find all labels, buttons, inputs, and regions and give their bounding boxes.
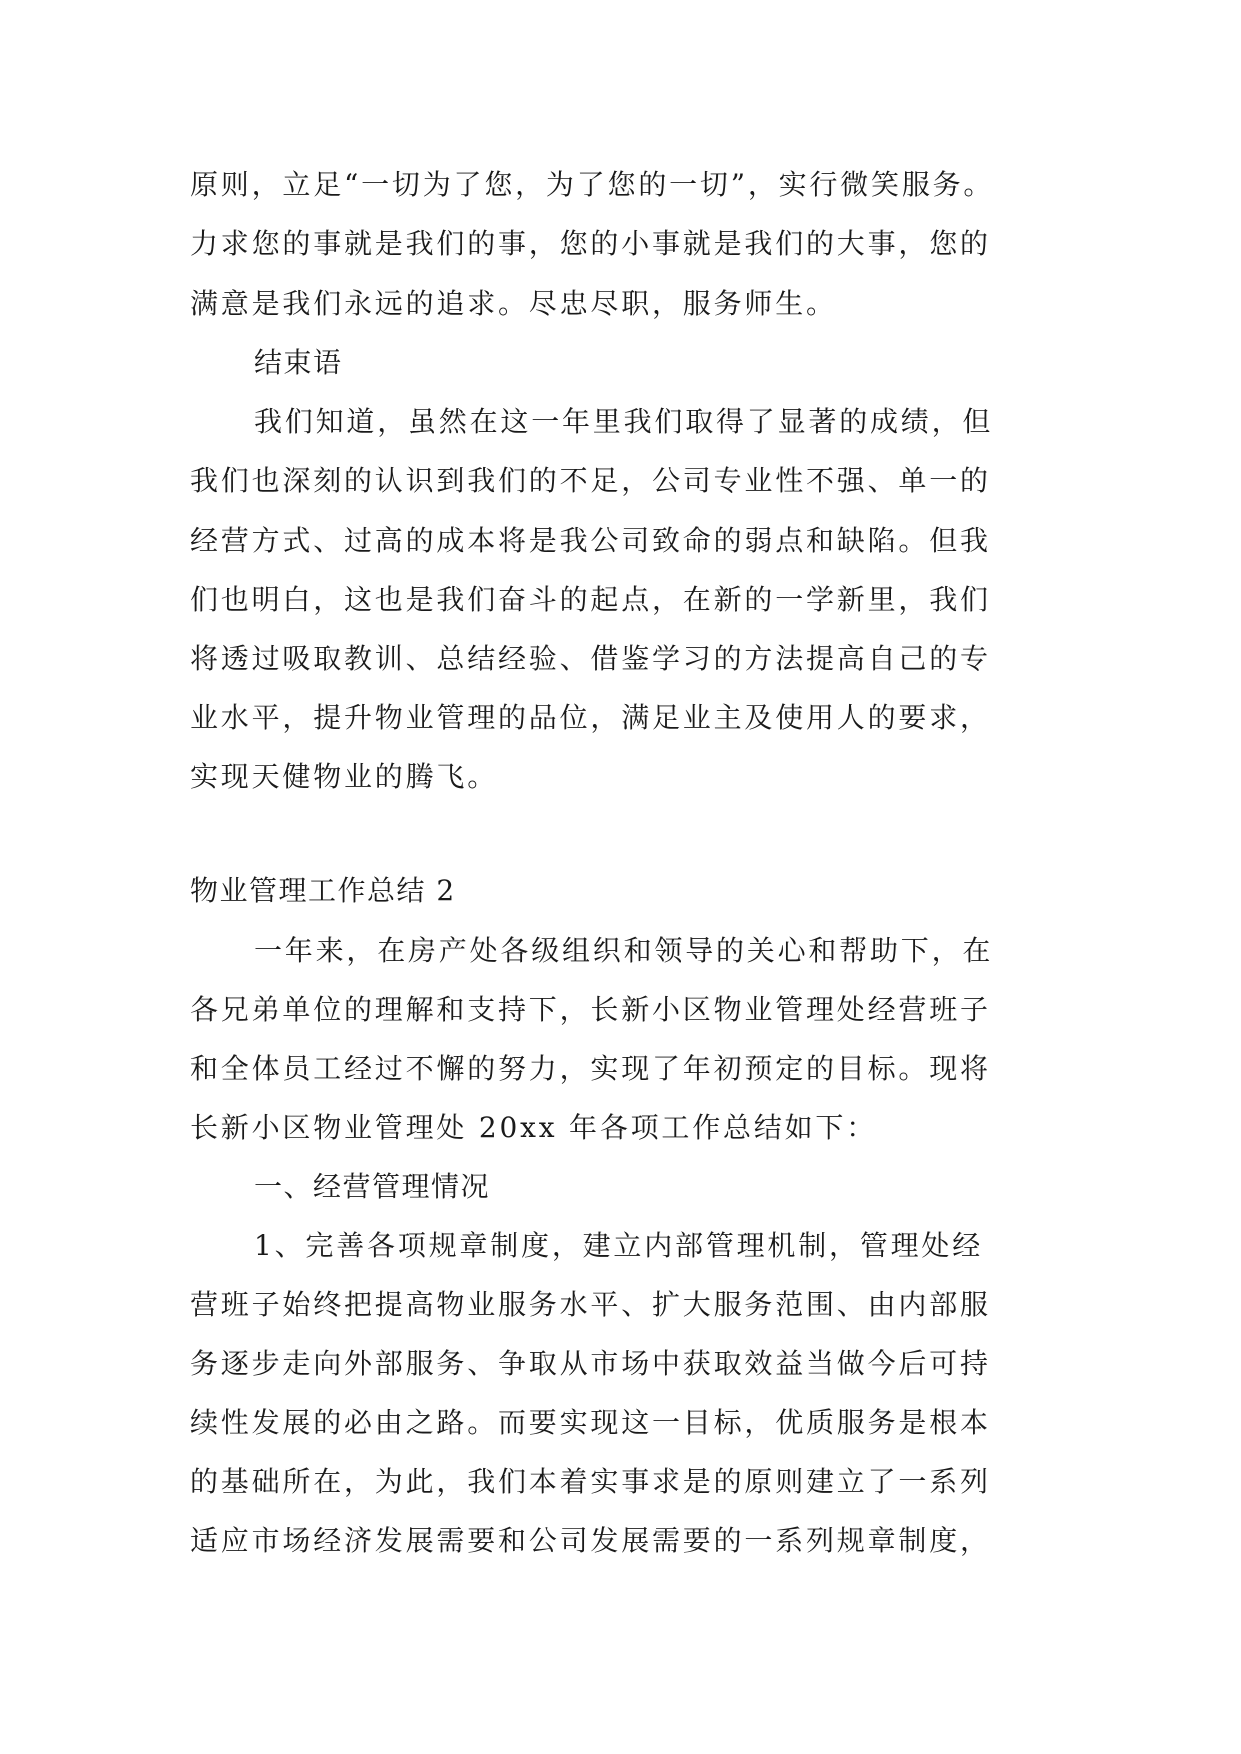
paragraph-line: 力求您的事就是我们的事，您的小事就是我们的大事，您的 bbox=[190, 227, 991, 260]
paragraph-line: 的基础所在，为此，我们本着实事求是的原则建立了一系列 bbox=[190, 1465, 991, 1498]
paragraph-line: 务逐步走向外部服务、争取从市场中获取效益当做今后可持 bbox=[190, 1347, 991, 1380]
paragraph-line: 各兄弟单位的理解和支持下，长新小区物业管理处经营班子 bbox=[190, 993, 991, 1026]
paragraph-line: 1、完善各项规章制度，建立内部管理机制，管理处经 bbox=[254, 1229, 984, 1262]
paragraph-line: 一年来，在房产处各级组织和领导的关心和帮助下，在 bbox=[254, 934, 994, 967]
section-title: 物业管理工作总结 2 bbox=[190, 874, 456, 907]
paragraph-line: 满意是我们永远的追求。尽忠尽职，服务师生。 bbox=[190, 287, 837, 320]
paragraph-line: 营班子始终把提高物业服务水平、扩大服务范围、由内部服 bbox=[190, 1288, 991, 1321]
paragraph-line: 们也明白，这也是我们奋斗的起点，在新的一学新里，我们 bbox=[190, 583, 991, 616]
paragraph-line: 和全体员工经过不懈的努力，实现了年初预定的目标。现将 bbox=[190, 1052, 991, 1085]
paragraph-line: 经营方式、过高的成本将是我公司致命的弱点和缺陷。但我 bbox=[190, 524, 991, 557]
paragraph-line: 长新小区物业管理处 20xx 年各项工作总结如下： bbox=[190, 1111, 878, 1144]
paragraph-line: 原则，立足“一切为了您，为了您的一切”，实行微笑服务。 bbox=[190, 168, 995, 201]
paragraph-line: 适应市场经济发展需要和公司发展需要的一系列规章制度， bbox=[190, 1524, 991, 1557]
conclusion-heading: 结束语 bbox=[254, 346, 343, 379]
paragraph-line: 实现天健物业的腾飞。 bbox=[190, 760, 499, 793]
paragraph-line: 我们知道，虽然在这一年里我们取得了显著的成绩，但 bbox=[254, 405, 994, 438]
paragraph-line: 我们也深刻的认识到我们的不足，公司专业性不强、单一的 bbox=[190, 464, 991, 497]
paragraph-line: 将透过吸取教训、总结经验、借鉴学习的方法提高自己的专 bbox=[190, 642, 991, 675]
paragraph-line: 续性发展的必由之路。而要实现这一目标，优质服务是根本 bbox=[190, 1406, 991, 1439]
paragraph-line: 业水平，提升物业管理的品位，满足业主及使用人的要求， bbox=[190, 701, 991, 734]
section-heading: 一、经营管理情况 bbox=[254, 1170, 491, 1203]
